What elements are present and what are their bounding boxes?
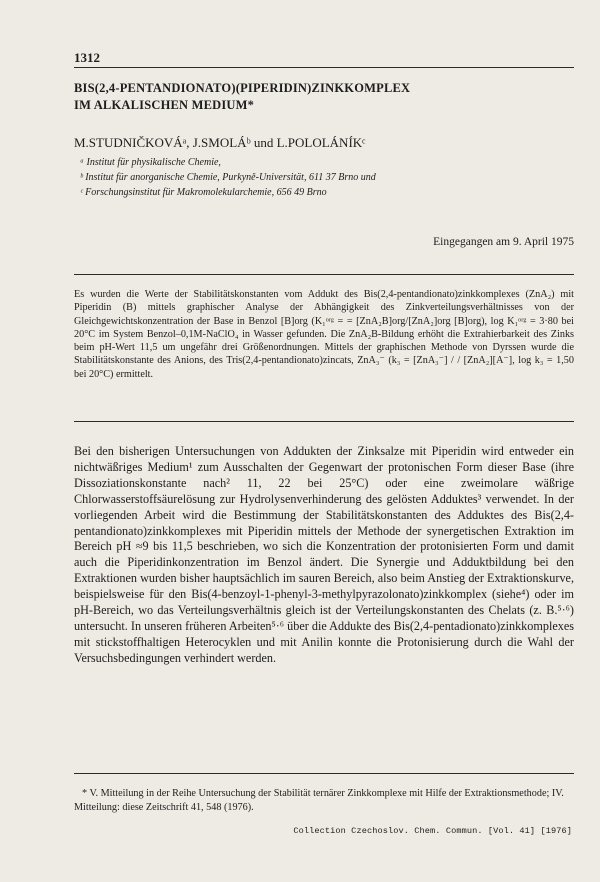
abstract-bottom-rule: [74, 421, 574, 422]
footnote-text: * V. Mitteilung in der Reihe Untersuchung der Stabilität ternärer Zinkkomplexe mit Hilfe der Extraktionsmethode; IV. Mitteilung: diese Zeitschrift 41, 548 (1976).: [74, 788, 564, 813]
affiliation-c: ᶜ Forschungsinstitut für Makromolekularchemie, 656 49 Brno: [80, 187, 327, 198]
journal-citation: Collection Czechoslov. Chem. Commun. [Vol. 41] [1976]: [293, 826, 572, 836]
author-list: M.STUDNIČKOVÁᵃ, J.SMOLÁᵇ und L.POLOLÁNÍKᶜ: [74, 135, 366, 150]
body-text: [74, 444, 574, 667]
affiliations: [80, 155, 376, 200]
footnote-rule: [74, 773, 574, 774]
body-paragraph: Bei den bisherigen Untersuchungen von Addukten der Zinksalze mit Piperidin wird entweder ein nichtwäßriges Medium¹ zum Ausschalten der Gegenwart der protonischen Form dieser Base (ihre Dissoziationskonstante nach² 11, 22 bei 25°C) oder eine zweimolare wäßrige Chlorwasserstoffsäurelösung zur Hydrolysenverhinderung des gelösten Adduktes³ verwendet. In der vorliegenden Arbeit wird die Bestimmung der Stabilitätskonstanten des Adduktes des Bis(2,4-pentandionato)zinkkomplexes mit Piperidin mittels der Methode der synergetischen Extraktion im Bereich pH ≈9 bis 11,5 beschrieben, wo sich die Konzentration der protonisierten Form und damit auch die Piperidinkonzentration im Benzol ändert. Die Synergie und Adduktbildung bei den Extraktionen wurden bisher hauptsächlich im sauren Bereich, also beim Anstieg der Extraktionskurve, beispielsweise für den Bis(4-benzoyl-1-phenyl-3-methylpyrazolonato)zinkkomplex (siehe⁴) oder im pH-Bereich, wo das Verteilungsverhältnis gleich ist der Verteilungskonstanten des Chelats (z. B.⁵·⁶) untersucht. In unseren früheren Arbeiten⁵·⁶ über die Addukte des Bis(2,4-pentadionato)zinkkomplexes mit stickstoffhaltigen Heterocyklen und mit Anilin konnte die Protonisierung durch die Wahl der Versuchsbedingungen verhindert werden.: [74, 444, 574, 665]
footnote: [74, 787, 574, 815]
article-title: [74, 80, 574, 114]
page-number: 1312: [74, 50, 100, 65]
abstract-text: Es wurden die Werte der Stabilitätskonstanten vom Addukt des Bis(2,4-pentandionato)zinkkomplexes (ZnA₂) mit Piperidin (B) mittels graphischer Analyse der Abhängigkeit des Zinkverteilungsverhältnisses von der Gleichgewichtskonzentration der Base in Benzol [B]org (K₁ᵒʳᵍ = = [ZnA₂B]org/[ZnA₂]org [B]org), log K₁ᵒʳᵍ = 3·80 bei 20°C im System Benzol–0,1M-NaClO₄ in Wasser gefunden. Die ZnA₂B-Bildung erhöht die Extrahierbarkeit des Zinks beim pH-Wert 11,5 um ungefähr drei Größenordnungen. Mittels der graphischen Methode von Dyrssen wurde die Stabilitätskonstante des Anions, des Tris(2,4-pentandionato)zincats, ZnA₃⁻ (k₃ = [ZnA₃⁻] / / [ZnA₂][A⁻], log k₃ = 1,50 bei 20°C) ermittelt.: [74, 289, 574, 380]
affiliation-a: ᵃ Institut für physikalische Chemie,: [80, 157, 221, 168]
title-line-2: IM ALKALISCHEN MEDIUM*: [74, 98, 255, 112]
received-date: Eingegangen am 9. April 1975: [433, 236, 574, 248]
abstract: [74, 288, 574, 381]
affiliation-b: ᵇ Institut für anorganische Chemie, Purkyně-Universität, 611 37 Brno und: [80, 172, 376, 183]
header-rule: [74, 67, 574, 68]
abstract-top-rule: [74, 274, 574, 275]
title-line-1: BIS(2,4-PENTANDIONATO)(PIPERIDIN)ZINKKOMPLEX: [74, 81, 411, 95]
